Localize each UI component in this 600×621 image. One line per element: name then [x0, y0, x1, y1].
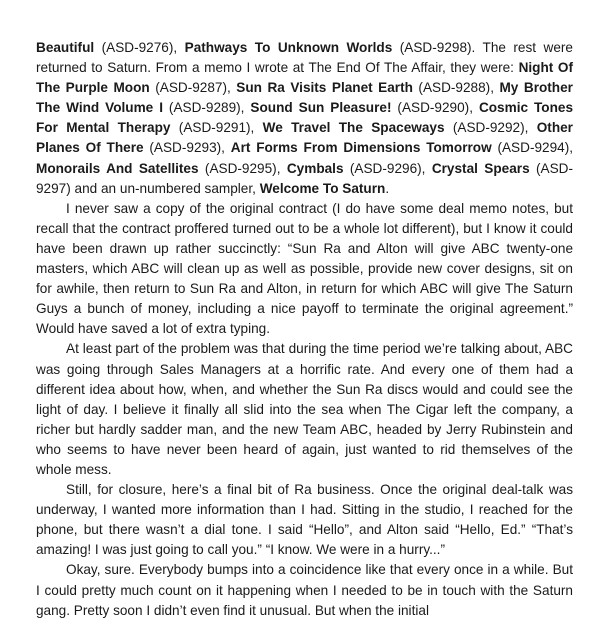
album-title: Sun Ra Visits Planet Earth [236, 80, 413, 96]
catalog-text: (ASD-9296), [343, 160, 432, 176]
document-page [36, 38, 573, 621]
album-title: Art Forms From Dimensions Tomorrow [230, 140, 492, 156]
album-title: Pathways To Unknown Worlds [184, 40, 393, 55]
album-title: Cymbals [286, 160, 344, 176]
catalog-text: (ASD-9292), [444, 120, 537, 136]
album-title: Night Of The Purple Moon [36, 60, 574, 96]
catalog-text: (ASD-9288), [412, 80, 500, 96]
album-title: We Travel The Spaceways [262, 120, 445, 136]
catalog-text: (ASD-9276), [94, 40, 185, 55]
paragraph-album-list [36, 38, 573, 199]
body-text: Still, for closure, here’s a final bit of Ra business. Once the original deal-talk was underway, I wanted more information than I had. Sitting in the studio, I reached for the phone, but there wasn’t a dial tone. I said “Hello”, and Alton said “Hello, Ed.” “That’s amazing! I was just going to call you.” “I know. We were in a hurry...” [36, 482, 573, 558]
catalog-text: (ASD-9297) and an un-numbered sampler, [36, 160, 574, 196]
body-text: (ASD-9298). The rest were returned to Saturn. From a memo I wrote at The End Of The Affair, they were: [36, 40, 573, 76]
body-text: Okay, sure. Everybody bumps into a coincidence like that every once in a while. But I could pretty much count on it happening when I needed to be in touch with the Saturn gang. Pretty soon I didn’t even find it unusual. But when the initial [36, 562, 573, 618]
catalog-text: (ASD-9287), [149, 80, 237, 96]
paragraph-contract [36, 199, 573, 340]
paragraph-sales-managers [36, 339, 573, 480]
catalog-text: (ASD-9293), [143, 140, 231, 156]
album-title: Sound Sun Pleasure! [250, 100, 392, 116]
album-title: Crystal Spears [431, 160, 530, 176]
catalog-text: (ASD-9294), [491, 140, 574, 156]
album-title: Beautiful [36, 40, 95, 55]
body-text: At least part of the problem was that during the time period we’re talking about, ABC was going through Sales Managers at a horrific rate. And every one of them had a different idea about how, when, and whether the Sun Ra discs would and could see the light of day. I believe it finally all slid into the sea when The Cigar left the company, a richer but hardly sadder man, and the new Team ABC, headed by Jerry Rubinstein and who seems to have never been heard of again, just wanted to rid themselves of the whole mess. [36, 341, 573, 477]
album-title: My Brother The Wind Volume I [36, 80, 573, 116]
catalog-text: (ASD-9290), [391, 100, 479, 116]
catalog-text: (ASD-9295), [198, 160, 287, 176]
album-title: Welcome To Saturn [259, 180, 386, 196]
paragraph-coincidence [36, 560, 573, 620]
paragraph-closure [36, 480, 573, 560]
album-title: Other Planes Of There [36, 120, 573, 156]
catalog-text: (ASD-9289), [162, 100, 251, 116]
body-text: I never saw a copy of the original contract (I do have some deal memo notes, but recall that the contract proffered turned out to be a whole lot different), but I know it could have been drawn up rather succinctly: “Sun Ra and Alton will give ABC twenty-one masters, which ABC will clean up as well as possible, provide new cover designs, sit on for awhile, then return to Sun Ra and Alton, in return for which ABC will give The Saturn Guys a bunch of money, including a nice payoff to terminate the original agreement.” Would have saved a lot of extra typing. [36, 200, 573, 337]
album-title: Cosmic Tones For Mental Therapy [36, 100, 574, 136]
body-text: . [385, 180, 390, 196]
album-title: Monorails And Satellites [36, 160, 199, 176]
catalog-text: (ASD-9291), [170, 120, 263, 136]
